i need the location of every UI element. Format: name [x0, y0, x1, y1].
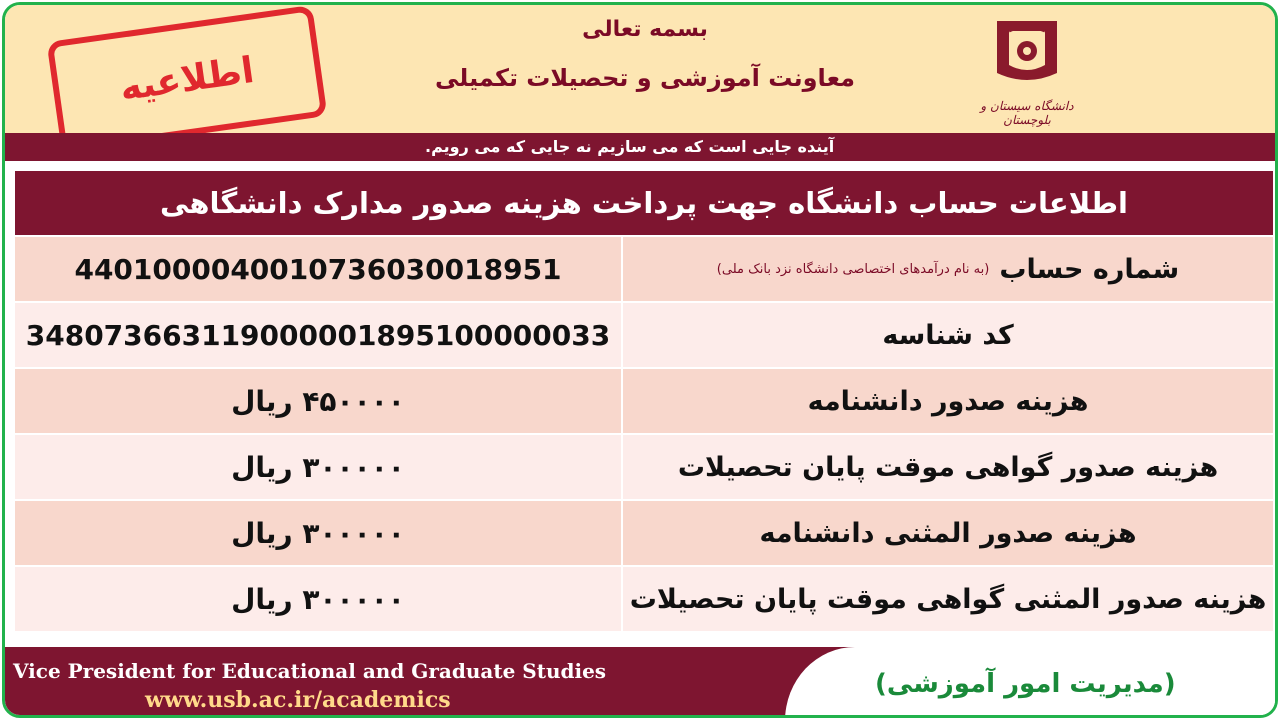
university-name: دانشگاه سیستان و بلوچستان	[980, 99, 1074, 127]
table-row	[15, 301, 1273, 367]
row-label: کد شناسه	[882, 319, 1014, 351]
id-code-value: 348073663119000001895100000033	[15, 303, 623, 367]
header-text	[365, 5, 925, 92]
notice-frame	[2, 2, 1278, 718]
header	[5, 5, 1275, 133]
duplicate-temp-certificate-fee-label	[623, 567, 1273, 631]
stamp-text: اطلاعیه	[117, 49, 257, 109]
table-row	[15, 367, 1273, 433]
account-number-value: 4401000040010736030018951	[15, 237, 623, 301]
footer-website-link[interactable]: www.usb.ac.ir/academics	[145, 687, 451, 713]
notice-stamp	[47, 5, 328, 153]
table-row	[15, 565, 1273, 631]
table-row	[15, 433, 1273, 499]
university-logo-icon	[967, 13, 1087, 99]
duplicate-temp-certificate-fee-value: ۳۰۰۰۰۰ ریال	[15, 567, 623, 631]
tagline-bar	[5, 133, 1275, 161]
footer-office-name: Vice President for Educational and Graduate Studies	[13, 659, 607, 683]
row-label: هزینه صدور المثنی دانشنامه	[759, 517, 1137, 549]
temp-certificate-fee-label	[623, 435, 1273, 499]
account-info-table	[15, 171, 1273, 631]
tagline: آینده جایی است که می سازیم نه جایی که می رویم.	[425, 137, 835, 156]
footer-department: (مدیریت امور آموزشی)	[875, 669, 1176, 699]
temp-certificate-fee-value: ۳۰۰۰۰۰ ریال	[15, 435, 623, 499]
id-code-label	[623, 303, 1273, 367]
duplicate-degree-fee-value: ۳۰۰۰۰۰ ریال	[15, 501, 623, 565]
table-row	[15, 499, 1273, 565]
table-row	[15, 235, 1273, 301]
degree-fee-value: ۴۵۰۰۰۰ ریال	[15, 369, 623, 433]
row-label: هزینه صدور المثنی گواهی موقت پایان تحصیلات	[629, 583, 1267, 615]
deputy-title: معاونت آموزشی و تحصیلات تکمیلی	[435, 64, 855, 92]
row-label-note: (به نام درآمدهای اختصاصی دانشگاه نزد بانک ملی)	[716, 261, 990, 277]
row-label: شماره حساب	[999, 253, 1180, 285]
university-logo	[967, 13, 1087, 127]
row-label: هزینه صدور گواهی موقت پایان تحصیلات	[677, 451, 1219, 483]
degree-fee-label	[623, 369, 1273, 433]
basmala: بسمه تعالی	[582, 17, 708, 42]
row-label: هزینه صدور دانشنامه	[807, 385, 1089, 417]
account-number-label	[623, 237, 1273, 301]
duplicate-degree-fee-label	[623, 501, 1273, 565]
footer	[5, 647, 1275, 718]
table-title: اطلاعات حساب دانشگاه جهت پرداخت هزینه صدور مدارک دانشگاهی	[15, 171, 1273, 235]
